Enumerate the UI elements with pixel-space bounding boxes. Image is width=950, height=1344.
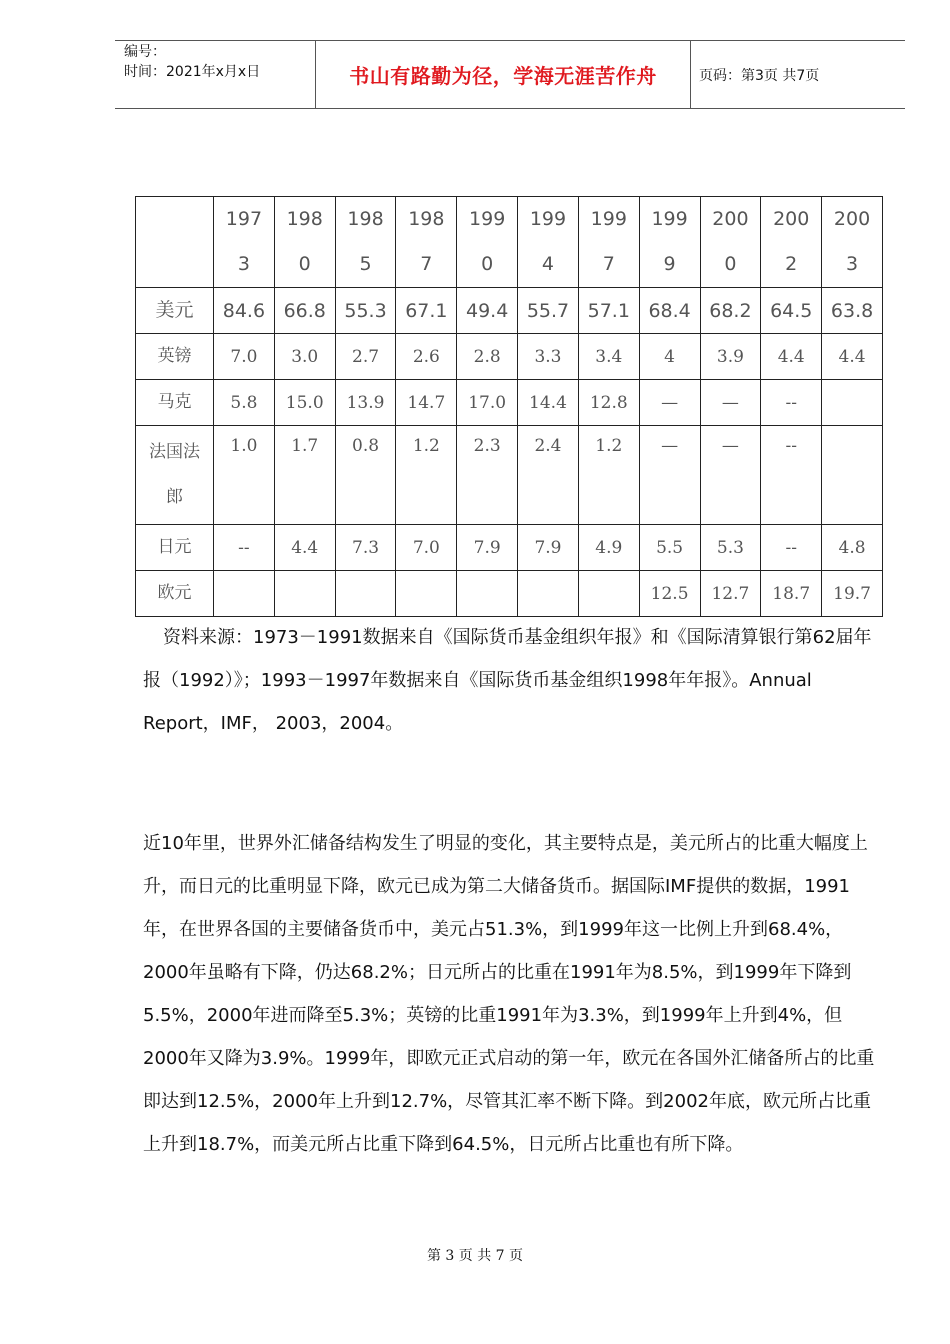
value-cell: 19.7 [822,571,883,617]
value-cell: 1.7 [274,426,335,525]
value-cell [396,571,457,617]
header-page-cell [690,41,905,108]
value-cell: 5.8 [214,380,275,426]
value-cell: -- [761,525,822,571]
row-label: 日元 [136,525,214,571]
value-cell: 14.4 [518,380,579,426]
table-row-dem [136,380,883,426]
value-cell: 4 [639,334,700,380]
value-cell: 68.2 [700,288,761,334]
value-cell: 7.9 [457,525,518,571]
row-label: 欧元 [136,571,214,617]
year-cell: 1994 [518,197,579,288]
value-cell: 4.8 [822,525,883,571]
table-row-frf [136,426,883,525]
value-cell: 13.9 [335,380,396,426]
value-cell: 2.6 [396,334,457,380]
value-cell: 3.3 [518,334,579,380]
value-cell [274,571,335,617]
value-cell [518,571,579,617]
year-cell: 1990 [457,197,518,288]
row-label: 马克 [136,380,214,426]
year-header-row [136,197,883,288]
value-cell: — [639,380,700,426]
year-cell: 1980 [274,197,335,288]
value-cell: 66.8 [274,288,335,334]
header-meta [115,41,315,108]
row-label: 美元 [136,288,214,334]
value-cell: 0.8 [335,426,396,525]
value-cell: 4.4 [761,334,822,380]
value-cell: 7.9 [518,525,579,571]
value-cell: 12.8 [578,380,639,426]
value-cell: -- [761,380,822,426]
value-cell [457,571,518,617]
value-cell: 3.0 [274,334,335,380]
year-cell: 1985 [335,197,396,288]
value-cell: 1.2 [578,426,639,525]
table-row-jpy [136,525,883,571]
value-cell: 5.3 [700,525,761,571]
value-cell: 7.0 [214,334,275,380]
value-cell: 14.7 [396,380,457,426]
value-cell: 1.0 [214,426,275,525]
value-cell [335,571,396,617]
row-label: 法国法郎 [136,426,214,525]
value-cell: 15.0 [274,380,335,426]
value-cell: 3.4 [578,334,639,380]
time-label: 时间：2021年x月x日 [124,64,261,80]
value-cell: 2.8 [457,334,518,380]
value-cell: 3.9 [700,334,761,380]
year-cell: 2000 [700,197,761,288]
table-row-eur [136,571,883,617]
value-cell [822,380,883,426]
value-cell: 67.1 [396,288,457,334]
year-cell: 2002 [761,197,822,288]
value-cell [214,571,275,617]
page-info: 页码：第3页 共7页 [699,67,820,84]
value-cell: 1.2 [396,426,457,525]
value-cell: 4.4 [822,334,883,380]
body-paragraph: 近10年里，世界外汇储备结构发生了明显的变化，其主要特点是，美元所占的比重大幅度上升，而日元的比重明显下降，欧元已成为第二大储备货币。据国际IMF提供的数据，1991年，在世界各国的主要储备货币中，美元占51.3%，到1999年这一比例上升到68.4%，2000年虽略有下降，仍达68.2%；日元所占的比重在1991年为8.5%，到1999年下降到5.5%，2000年进而降至5.3%；英镑的比重1991年为3.3%，到1999年上升到4%，但2000年又降为3.9%。1999年，即欧元正式启动的第一年，欧元在各国外汇储备所占的比重即达到12.5%，2000年上升到12.7%，尽管其汇率不断下降。到2002年底，欧元所占比重上升到18.7%，而美元所占比重下降到64.5%，日元所占比重也有所下降。 [143,833,875,1155]
table-row-gbp [136,334,883,380]
value-cell: 7.0 [396,525,457,571]
value-cell: 2.3 [457,426,518,525]
value-cell: — [700,380,761,426]
source-note: 资料来源：1973－1991数据来自《国际货币基金组织年报》和《国际清算银行第62届年报（1992）》；1993－1997年数据来自《国际货币基金组织1998年年报》。Annual Report，IMF， 2003，2004。 [143,627,872,734]
value-cell: 68.4 [639,288,700,334]
value-cell: 55.7 [518,288,579,334]
year-cell: 1999 [639,197,700,288]
page-footer: 第 3 页 共 7 页 [426,1248,524,1264]
value-cell: 12.7 [700,571,761,617]
value-cell: 57.1 [578,288,639,334]
value-cell: 55.3 [335,288,396,334]
value-cell: 4.4 [274,525,335,571]
value-cell: 49.4 [457,288,518,334]
page-header [115,40,905,109]
value-cell: 7.3 [335,525,396,571]
corner-cell [136,197,214,288]
header-motto-cell [315,41,691,108]
row-label: 英镑 [136,334,214,380]
value-cell: -- [761,426,822,525]
value-cell: 18.7 [761,571,822,617]
year-cell: 1987 [396,197,457,288]
value-cell: 64.5 [761,288,822,334]
reserve-currency-table [135,196,883,617]
table-row-usd [136,288,883,334]
value-cell: — [639,426,700,525]
year-cell: 1973 [214,197,275,288]
value-cell [578,571,639,617]
value-cell [822,426,883,525]
number-label: 编号： [124,44,166,60]
value-cell: 2.4 [518,426,579,525]
motto: 书山有路勤为径，学海无涯苦作舟 [349,64,657,88]
value-cell: -- [214,525,275,571]
value-cell: 12.5 [639,571,700,617]
value-cell: 2.7 [335,334,396,380]
value-cell: 17.0 [457,380,518,426]
value-cell: 5.5 [639,525,700,571]
value-cell: 84.6 [214,288,275,334]
value-cell: 63.8 [822,288,883,334]
year-cell: 2003 [822,197,883,288]
value-cell: — [700,426,761,525]
value-cell: 4.9 [578,525,639,571]
year-cell: 1997 [578,197,639,288]
